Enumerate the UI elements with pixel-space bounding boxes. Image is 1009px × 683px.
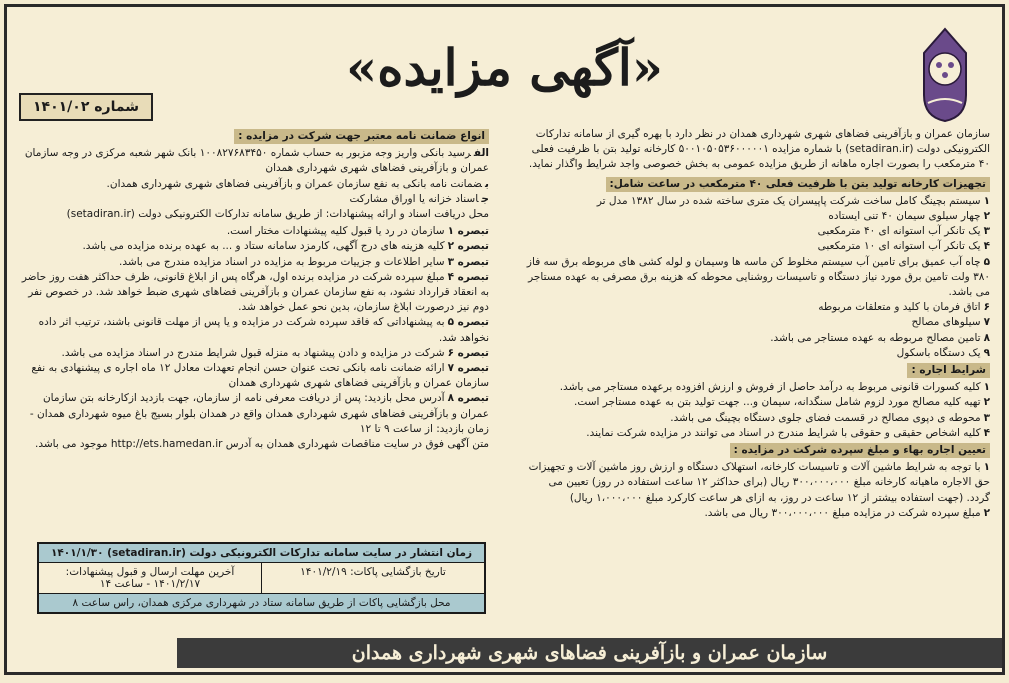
list-item: ۱با توجه به شرایط ماشین آلات و تاسیسات کارخانه، استهلاک دستگاه و ارزش روز ماشین آلات و تجهیزات حق الاجاره ماهیانه کارخانه مبلغ ۳۰۰،۰۰۰،۰۰۰ ریال (برای حداکثر ۱۲ ساعت استفاده در روز) تعیین می گردد. (جهت استفاده بیشتر از ۱۲ ساعت در روز، به ازای هر ساعت کارکرد مبلغ ۱،۰۰۰،۰۰۰ ریال)	[528, 461, 990, 504]
opening-place: محل بازگشایی پاکات از طریق سامانه ستاد در شهرداری مرکزی همدان، راس ساعت ۸	[72, 597, 451, 609]
note-item: تبصره ۱سازمان در رد یا قبول کلیه پیشنهادات مختار است.	[226, 225, 489, 238]
note-item: تبصره ۶شرکت در مزایده و دادن پیشنهاد به منزله قبول شرایط مندرج در اسناد مزایده می باشد.	[61, 346, 489, 359]
list-item: ۹یک دستگاه باسکول	[896, 346, 990, 359]
list-item: ۳محوطه ی دپوی مصالح در قسمت فضای جلوی دستگاه بچینگ می باشد.	[670, 411, 990, 424]
equipment-list	[522, 194, 990, 361]
submit-text: محل دریافت اسناد و ارائه پیشنهادات: از طریق سامانه تدارکات الکترونیکی دولت (setadiran.ir)	[66, 208, 489, 221]
note-item: تبصره ۷ارائه ضمانت نامه بانکی تحت عنوان حسن انجام تعهدات معادل ۱۲ ماه اجاره ی پیشنهادی به نفع سازمان عمران و بازآفرینی فضاهای شهری شهرداری همدان	[31, 362, 489, 390]
list-item: ۴کلیه اشخاص حقیقی و حقوقی با شرایط مندرج در اسناد می توانند در مزایده شرکت نمایند.	[586, 426, 990, 439]
table-row	[39, 594, 484, 612]
table-row	[39, 544, 484, 563]
list-item: ۵چاه آب عمیق برای تامین آب سیستم مخلوط کن ماسه ها وسیمان و لوله کشی های مربوطه برق سه فاز ۳۸۰ ولت تامین برق مورد نیاز دستگاه و تاسیسات روشنایی محوطه که هزینه برق مصرفی به عهده مستاجر می باشد.	[526, 255, 990, 299]
list-item: بضمانت نامه بانکی به نفع سازمان عمران و بازآفرینی فضاهای شهری شهرداری همدان.	[106, 177, 489, 190]
list-item: الفرسید بانکی واریز وجه مزبور به حساب شماره ۱۰۰۸۲۷۶۸۳۴۵۰ بانک شهر شعبه مرکزی در وجه سازمان عمران و بازآفرینی فضاهای شهری شهرداری همدان	[24, 147, 489, 175]
opening-date: تاریخ بازگشایی پاکات: ۱۴۰۱/۲/۱۹	[300, 566, 446, 578]
intro-text: سازمان عمران و بازآفرینی فضاهای شهری شهرداری همدان در نظر دارد با بهره گیری از سامانه تدارکات الکترونیکی دولت (setadiran.ir) با شماره مزایده ۵۰۰۱۰۵۰۵۳۶۰۰۰۰۰۱ کارخانه تولید بتن با ظرفیت فعلی ۴۰ مترمکعب را بصورت اجاره ماهانه از طریق مزایده عمومی به بخش خصوصی واجد شرایط واگذار نماید.	[528, 128, 990, 171]
notes-list	[19, 224, 489, 437]
price-heading: تعیین اجاره بهاء و مبلغ سپرده شرکت در مزایده :	[730, 443, 990, 458]
table-row	[39, 563, 484, 594]
lease-heading: شرایط اجاره :	[907, 363, 990, 378]
price-list	[522, 460, 990, 521]
left-column	[19, 127, 489, 454]
deadline-date: آخرین مهلت ارسال و قبول پیشنهادات: ۱۴۰۱/۲/۱۷ - ساعت ۱۴	[39, 563, 262, 593]
guarantee-list	[19, 146, 489, 207]
guarantee-heading: انواع ضمانت نامه معتبر جهت شرکت در مزایده :	[234, 129, 489, 144]
note-item: تبصره ۴مبلغ سپرده شرکت در مزایده برنده اول، هرگاه پس از ابلاغ قانونی، ظرف حداکثر هفت روز حاضر به انعقاد قرارداد نشود، به نفع سازمان عمران و بازآفرینی فضاهای شهری ضبط خواهد شد. در خصوص نفر دوم نیز درصورت ابلاغ سازمان، بدین نحو عمل خواهد شد.	[21, 270, 489, 314]
list-item: ۲چهار سیلوی سیمان ۴۰ تنی ایستاده	[828, 210, 990, 223]
schedule-table	[37, 542, 486, 614]
equipment-heading: تجهیزات کارخانه تولید بتن با ظرفیت فعلی ۴۰ مترمکعب در ساعت شامل:	[606, 177, 990, 192]
note-item: تبصره ۳سایر اطلاعات و جزییات مربوط به مزایده در اسناد مزایده مندرج می باشد.	[119, 255, 489, 268]
list-item: ۷سیلوهای مصالح	[911, 316, 990, 329]
publish-date: زمان انتشار در سایت سامانه تدارکات الکترونیکی دولت (setadiran.ir) ۱۴۰۱/۱/۳۰	[50, 547, 473, 559]
footer-banner: سازمان عمران و بازآفرینی فضاهای شهری شهرداری همدان	[177, 638, 1002, 668]
note-item: تبصره ۸آدرس محل بازدید: پس از دریافت معرفی نامه از سازمان، جهت بازدید ازکارخانه بتن سازمان عمران و بازآفرینی فضاهای شهری شهرداری همدان واقع در همدان بلوار بسیج باغ میوه شهرداری همدان - زمان بازدید: از ساعت ۹ تا ۱۲	[29, 392, 489, 435]
municipality-logo-icon	[906, 25, 984, 125]
header	[7, 7, 1002, 127]
website-text: متن آگهی فوق در سایت مناقصات شهرداری همدان به آدرس http://ets.hamedan.ir موجود می باشد.	[35, 438, 489, 451]
note-item: تبصره ۲کلیه هزینه های درج آگهی، کارمزد سامانه ستاد و ... به عهده برنده مزایده می باشد.	[82, 240, 489, 253]
list-item: ۴یک تانکر آب استوانه ای ۱۰ مترمکعبی	[817, 240, 990, 253]
list-item: ۲مبلغ سپرده شرکت در مزایده مبلغ ۳۰۰،۰۰۰،۰۰۰ ریال می باشد.	[704, 506, 990, 519]
list-item: ۶اتاق فرمان با کلید و متعلقات مربوطه	[818, 301, 990, 314]
list-item: ۱سیستم بچینگ کامل ساخت شرکت پاپیسران یک متری ساخته شده در سال ۱۳۸۲ مدل تر	[596, 194, 990, 207]
ad-page	[4, 4, 1005, 675]
list-item: ۳یک تانکر آب استوانه ای ۴۰ مترمکعبی	[817, 225, 990, 238]
ad-number: شماره ۱۴۰۱/۰۲	[19, 93, 153, 121]
list-item: ۲تهیه کلیه مصالح مورد لزوم شامل سنگدانه، سیمان و... جهت تولید بتن به عهده مستاجر است.	[574, 396, 990, 409]
lease-list	[522, 380, 990, 441]
list-item: جاسناد خزانه یا اوراق مشارکت	[349, 192, 489, 205]
right-column	[522, 127, 990, 521]
list-item: ۱کلیه کسورات قانونی مربوط به درآمد حاصل از فروش و ارزش افزوده برعهده مستاجر می باشد.	[559, 381, 990, 394]
list-item: ۸تامین مصالح مربوطه به عهده مستاجر می باشد.	[770, 331, 990, 344]
note-item: تبصره ۵به پیشنهاداتی که فاقد سپرده شرکت در مزایده و یا پس از مهلت قانونی باشند، ترتیب اثر داده نخواهد شد.	[38, 316, 489, 344]
page-title: «آگهی مزایده»	[346, 37, 663, 97]
